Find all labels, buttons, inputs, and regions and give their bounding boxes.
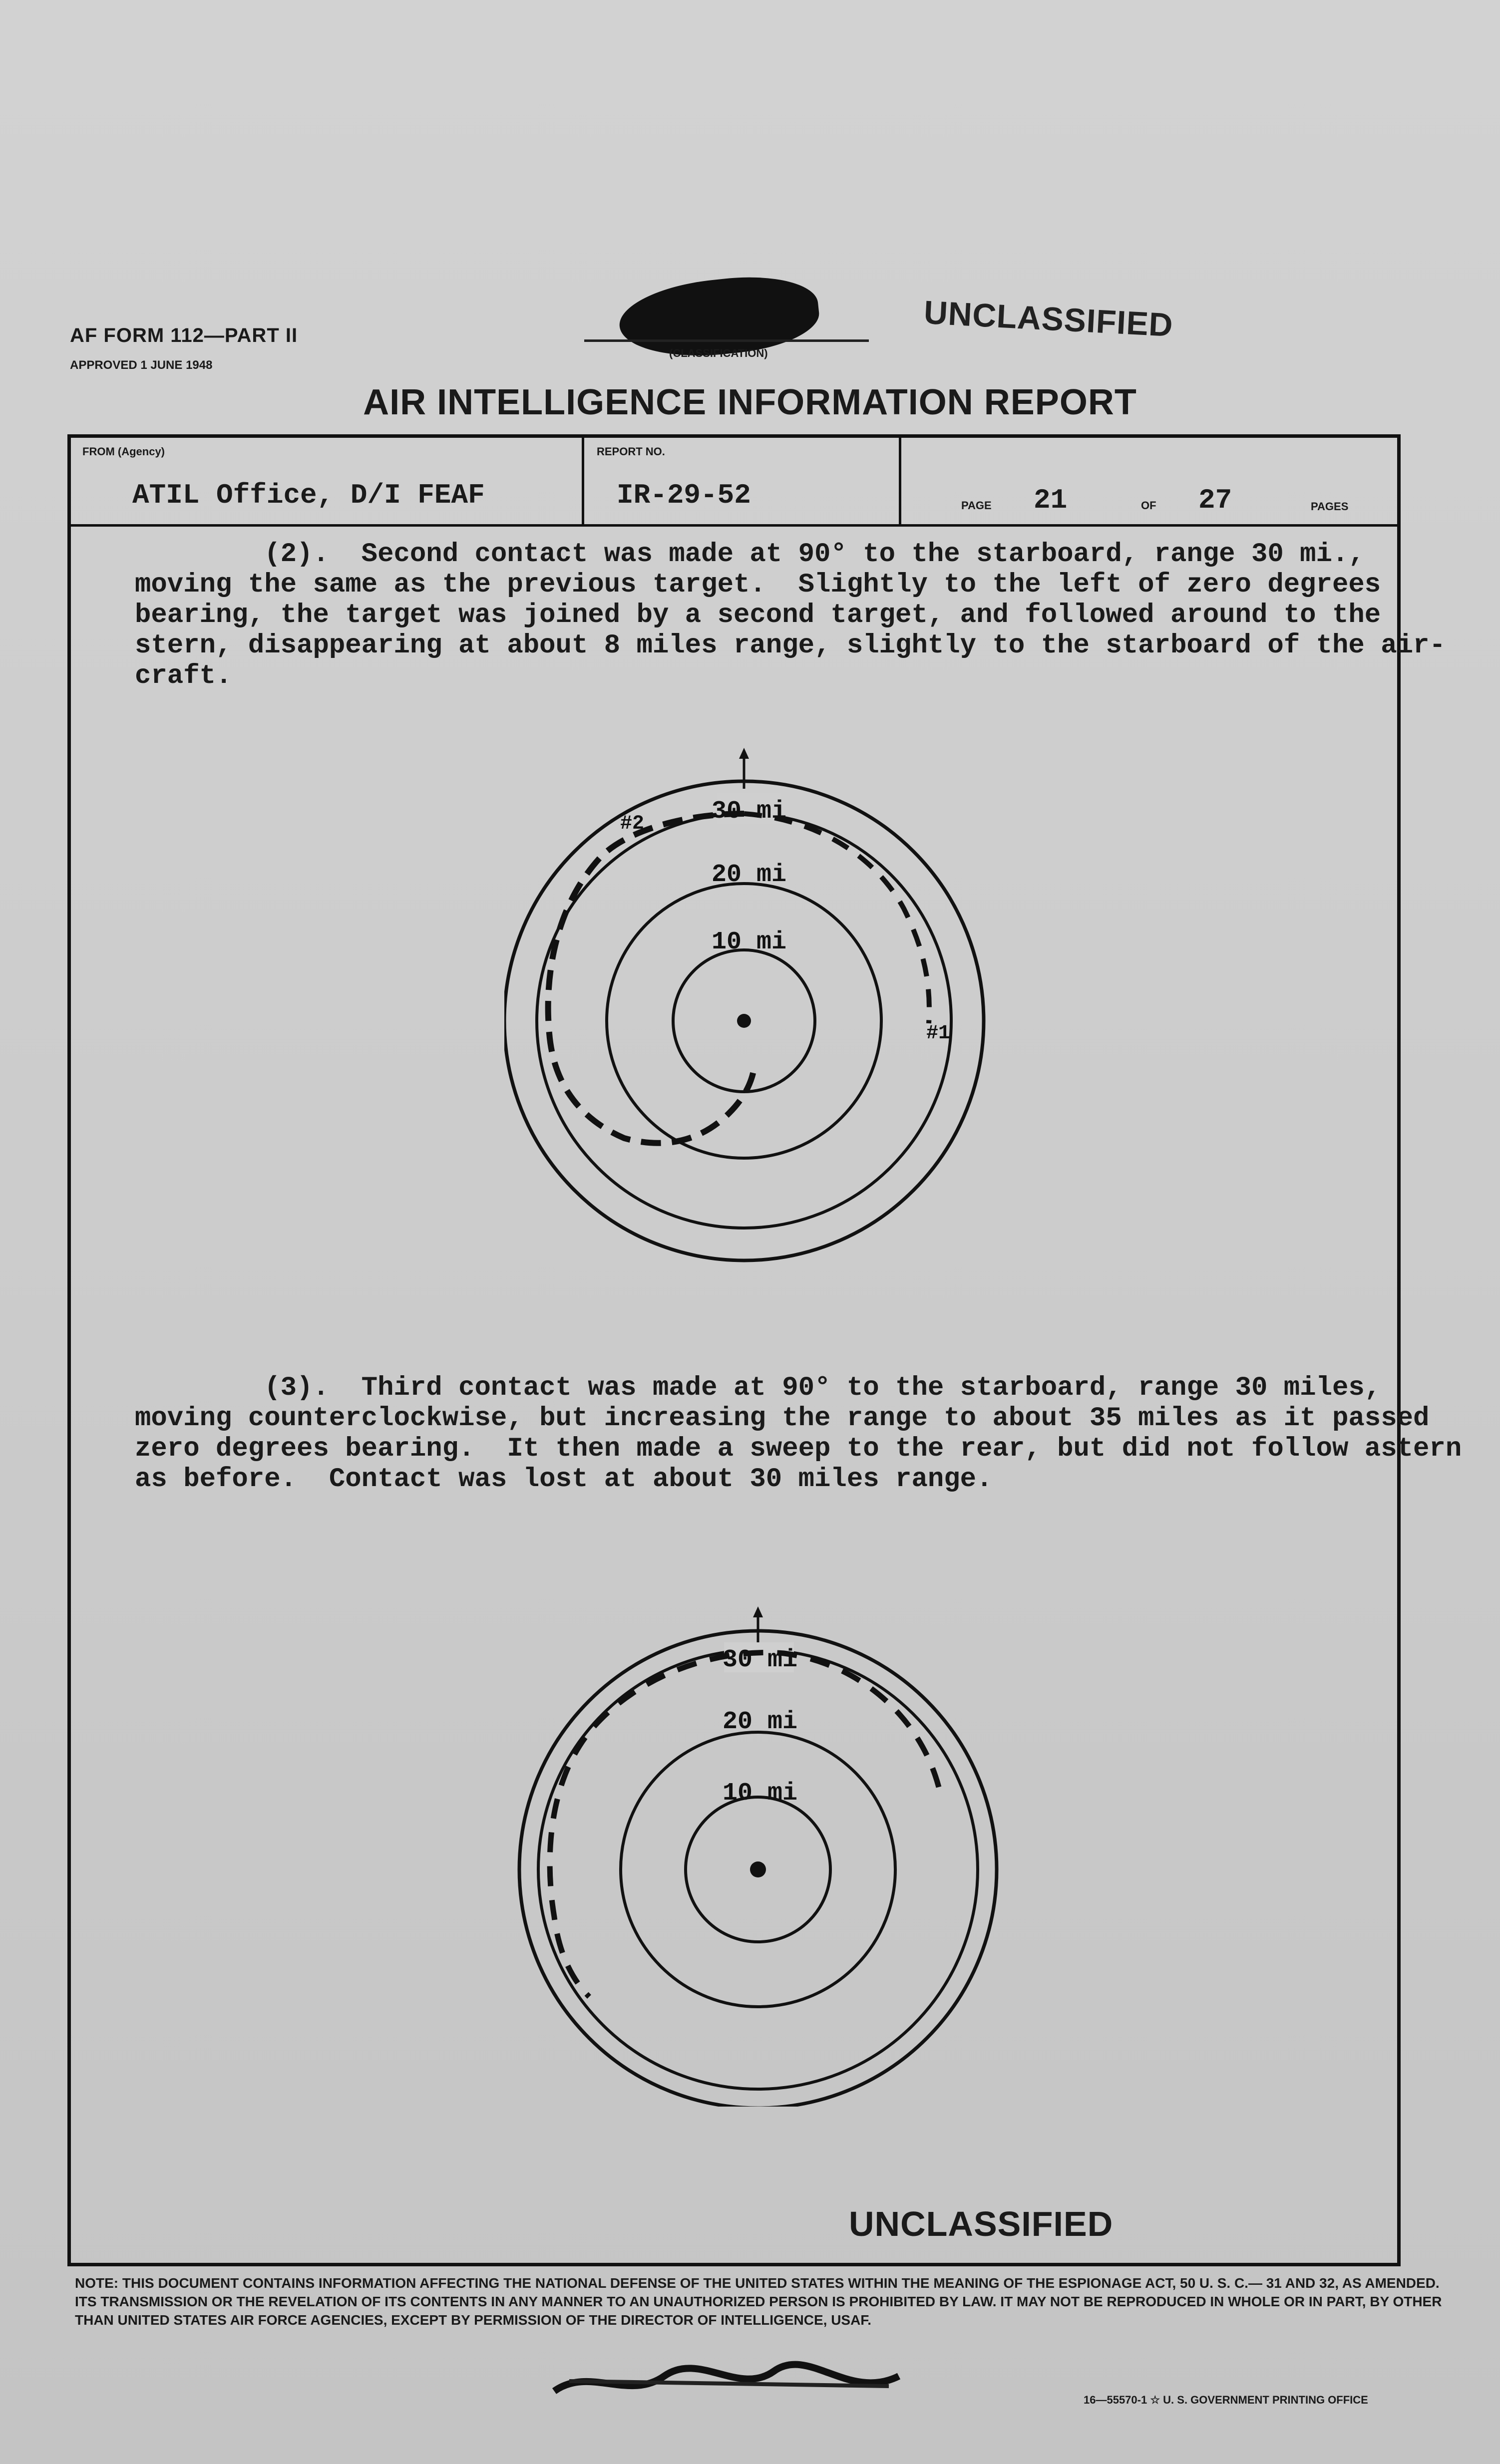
para3-line: zero degrees bearing. It then made a sweep to the rear, but did not follow astern [135,1434,1462,1464]
para3-line: as before. Contact was lost at about 30 miles range. [135,1464,993,1495]
radar-diagram-2 [504,1597,1004,2107]
page-label: PAGE [961,499,992,512]
ring-label-10: 10 mi [722,1779,798,1808]
pages-label: PAGES [1311,500,1349,513]
para2-line: (2). Second contact was made at 90° to the starboard, range 30 mi., [135,539,1365,570]
report-no-value: IR-29-52 [617,479,751,511]
classification-caption: (CLASSIFICATION) [669,347,768,359]
marker-target-2: #2 [620,813,645,835]
form-approved-date: APPROVED 1 JUNE 1948 [70,358,213,372]
report-no-label: REPORT NO. [597,445,665,458]
aircraft-center-dot [737,1014,751,1028]
classification-line [584,339,869,342]
of-value: 27 [1198,484,1232,516]
classification-stamp-bottom: UNCLASSIFIED [849,2204,1114,2243]
para2-line: bearing, the target was joined by a second target, and followed around to the [135,600,1381,630]
para2-line: moving the same as the previous target. Slightly to the left of zero degrees [135,570,1381,600]
security-note: NOTE: THIS DOCUMENT CONTAINS INFORMATION AFFECTING THE NATIONAL DEFENSE OF THE UNITED STATES WITHIN THE MEANING OF THE ESPIONAGE ACT, 50 U. S. C.— 31 AND 32, AS AMENDED. ITS TRANSMISSION OR THE REVELATION OF ITS CONTENTS IN ANY MANNER TO AN UNAUTHORIZED PERSON IS PROHIBITED BY LAW. IT MAY NOT BE REPRODUCED IN WHOLE OR IN PART, BY OTHER THAN UNITED STATES AIR FORCE AGENCIES, EXCEPT BY PERMISSION OF THE DIRECTOR OF INTELLIGENCE, USAF. [75,2275,1442,2328]
ring-label-30: 30 mi [722,1646,798,1674]
ring-label-20: 20 mi [722,1708,798,1736]
classification-stamp-top: UNCLASSIFIED [923,293,1174,344]
aircraft-center-dot [750,1861,766,1877]
printer-credit: 16—55570-1 ☆ U. S. GOVERNMENT PRINTING OFFICE [1084,2394,1368,2406]
radar-diagram-1 [504,744,994,1268]
header-divider [582,434,584,524]
para2-line: stern, disappearing at about 8 miles range, slightly to the starboard of the air- [135,630,1446,661]
of-label: OF [1141,499,1156,512]
from-label: FROM (Agency) [82,445,165,458]
ring-label-10: 10 mi [711,928,787,956]
form-id: AF FORM 112—PART II [70,324,298,346]
para2-line: craft. [135,661,232,691]
header-divider [899,434,901,524]
ring-label-30: 30 mi [711,797,787,826]
page-value: 21 [1034,484,1068,516]
marker-target-1: #1 [926,1022,951,1045]
north-arrow-head-icon [753,1606,763,1617]
north-arrow-head-icon [739,748,749,759]
track-target-3 [550,1652,939,1997]
para3-line: moving counterclockwise, but increasing the range to about 35 miles as it passed [135,1403,1430,1434]
ring-label-20: 20 mi [711,861,787,889]
header-row [67,434,1401,527]
signature-scrawl-icon [549,2346,909,2411]
para3-line: (3). Third contact was made at 90° to the starboard, range 30 miles, [135,1373,1381,1403]
from-value: ATIL Office, D/I FEAF [132,479,485,511]
report-title: AIR INTELLIGENCE INFORMATION REPORT [363,382,1137,422]
